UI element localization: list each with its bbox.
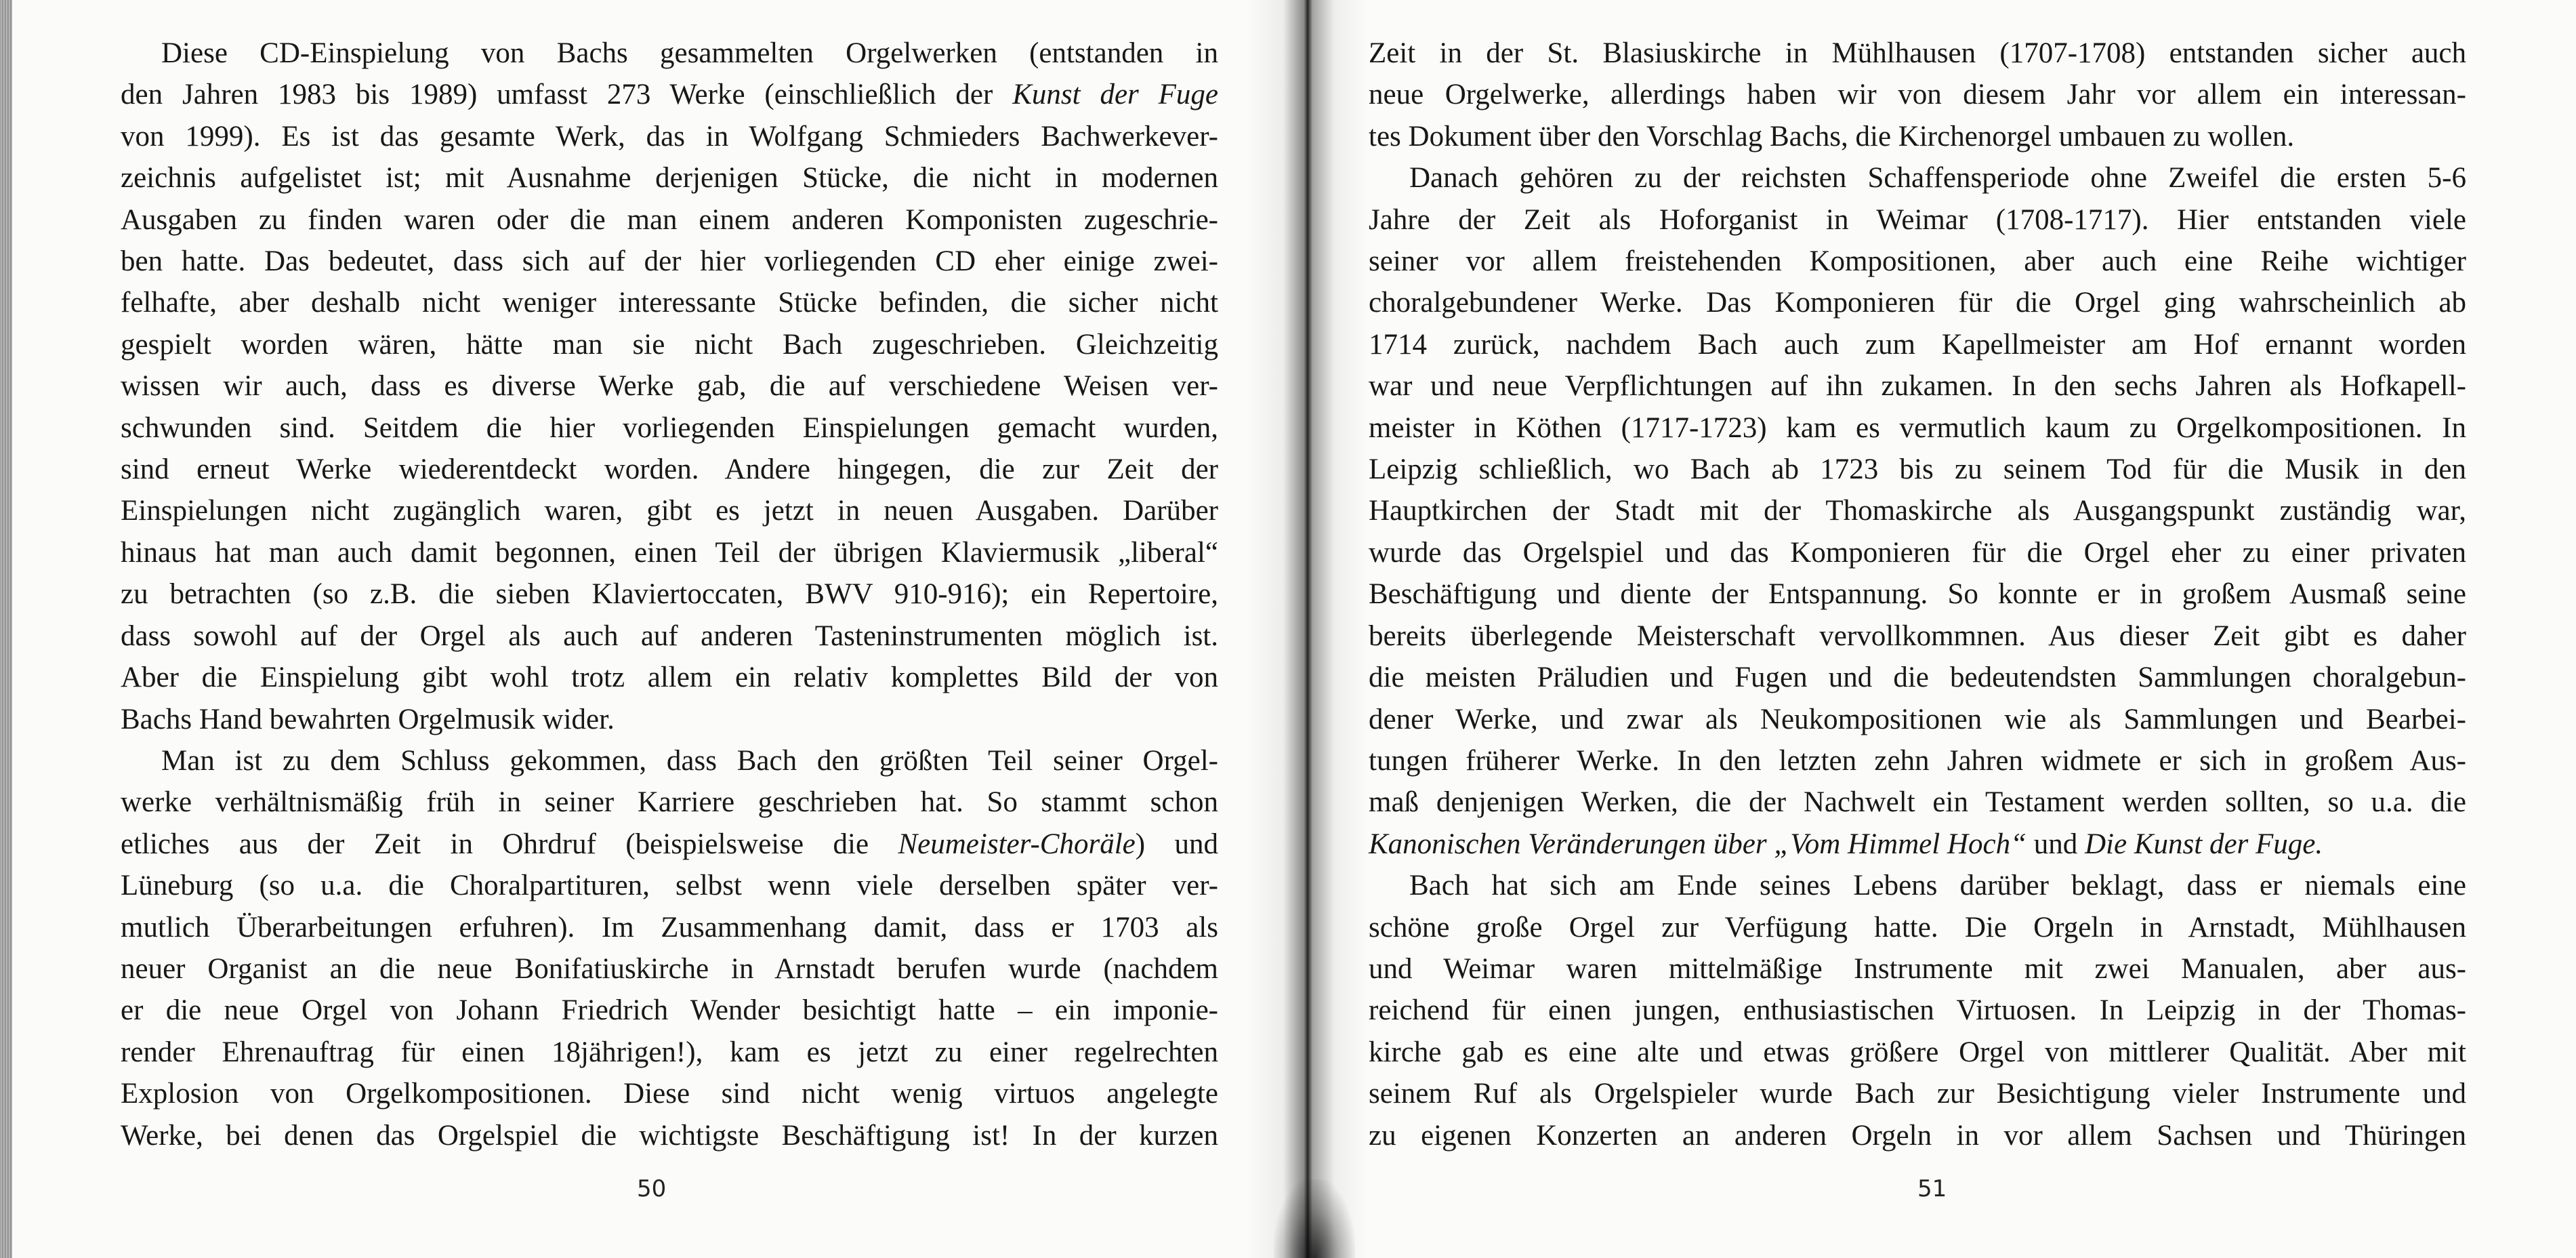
text-line: tungen früherer Werke. In den letzten zehn Jahren widmete er sich in großem Aus- bbox=[1369, 744, 2466, 777]
page-number: 50 bbox=[637, 1175, 667, 1202]
text-line: wissen wir auch, dass es diverse Werke gab, die auf verschiedene Weisen ver- bbox=[121, 370, 1218, 403]
right-page bbox=[1369, 33, 2466, 1156]
text-line: Kanonischen Veränderungen über „Vom Himmel Hoch“ und Die Kunst der Fuge. bbox=[1369, 828, 2323, 860]
text-line: hinaus hat man auch damit begonnen, einen Teil der übrigen Klaviermusik „liberal“ bbox=[121, 536, 1218, 569]
italic-title: Kunst der Fuge bbox=[1012, 79, 1218, 111]
text-line: seiner vor allem freistehenden Kompositionen, aber auch eine Reihe wichtiger bbox=[1369, 245, 2466, 278]
paragraph bbox=[1369, 33, 2466, 157]
text-line: war und neue Verpflichtungen auf ihn zukamen. In den sechs Jahren als Hofkapell- bbox=[1369, 370, 2466, 403]
book-gutter bbox=[1247, 0, 1369, 1258]
text-line: felhafte, aber deshalb nicht weniger interessante Stücke befinden, die sicher nicht bbox=[121, 287, 1218, 319]
text-line: zu eigenen Konzerten an anderen Orgeln in vor allem Sachsen und Thüringen bbox=[1369, 1119, 2466, 1152]
text-line: und Weimar waren mittelmäßige Instrumente mit zwei Manualen, aber aus- bbox=[1369, 952, 2466, 985]
text-line: die meisten Präludien und Fugen und die bedeutendsten Sammlungen choralgebun- bbox=[1369, 662, 2466, 694]
paragraph bbox=[121, 740, 1218, 1156]
text-line: Bach hat sich am Ende seines Lebens darüber beklagt, dass er niemals eine bbox=[1409, 870, 2466, 902]
page-edge bbox=[0, 0, 12, 1258]
text-line: Jahre der Zeit als Hoforganist in Weimar (1708-1717). Hier entstanden viele bbox=[1369, 203, 2466, 236]
text-line: er die neue Orgel von Johann Friedrich Wender besichtigt hatte – ein imponie- bbox=[121, 994, 1218, 1027]
italic-title: Kanonischen Veränderungen über „Vom Himmel Hoch“ bbox=[1369, 828, 2027, 860]
text-line: Man ist zu dem Schluss gekommen, dass Bach den größten Teil seiner Orgel- bbox=[161, 744, 1218, 777]
text-line: render Ehrenauftrag für einen 18jährigen!), kam es jetzt zu einer regelrechten bbox=[121, 1036, 1218, 1068]
text-line: sind erneut Werke wiederentdeckt worden. Andere hingegen, die zur Zeit der bbox=[121, 453, 1218, 486]
text-line: meister in Köthen (1717-1723) kam es vermutlich kaum zu Orgelkompositionen. In bbox=[1369, 411, 2466, 444]
text-line: gespielt worden wären, hätte man sie nicht Bach zugeschrieben. Gleichzeitig bbox=[121, 328, 1218, 361]
text-line: Zeit in der St. Blasiuskirche in Mühlhausen (1707-1708) entstanden sicher auch bbox=[1369, 37, 2466, 69]
left-page bbox=[121, 33, 1218, 1156]
text-line: bereits überlegende Meisterschaft vervollkommnen. Aus dieser Zeit gibt es daher bbox=[1369, 620, 2466, 652]
text-line: dener Werke, und zwar als Neukompositionen wie als Sammlungen und Bearbei- bbox=[1369, 703, 2466, 735]
text-line: Diese CD-Einspielung von Bachs gesammelten Orgelwerken (entstanden in bbox=[161, 37, 1218, 69]
text-line: neuer Organist an die neue Bonifatiuskirche in Arnstadt berufen wurde (nachdem bbox=[121, 952, 1218, 985]
italic-title: Die Kunst der Fuge. bbox=[2085, 828, 2323, 860]
paragraph bbox=[1369, 865, 2466, 1156]
text-line: neue Orgelwerke, allerdings haben wir von diesem Jahr vor allem ein interessan- bbox=[1369, 79, 2466, 111]
text-line: dass sowohl auf der Orgel als auch auf anderen Tasteninstrumenten möglich ist. bbox=[121, 620, 1218, 652]
text-line: choralgebundener Werke. Das Komponieren für die Orgel ging wahrscheinlich ab bbox=[1369, 287, 2466, 319]
italic-title: Neumeister-Choräle bbox=[898, 828, 1136, 860]
text-line: Danach gehören zu der reichsten Schaffensperiode ohne Zweifel die ersten 5-6 bbox=[1409, 162, 2466, 195]
text-line: schöne große Orgel zur Verfügung hatte. Die Orgeln in Arnstadt, Mühlhausen bbox=[1369, 911, 2466, 944]
text-line: reichend für einen jungen, enthusiastischen Virtuosen. In Leipzig in der Thomas- bbox=[1369, 994, 2466, 1027]
text-line: Hauptkirchen der Stadt mit der Thomaskirche als Ausgangspunkt zuständig war, bbox=[1369, 495, 2466, 527]
paragraph bbox=[121, 33, 1218, 740]
paragraph bbox=[1369, 157, 2466, 865]
text-line: schwunden sind. Seitdem die hier vorliegenden Einspielungen gemacht wurden, bbox=[121, 411, 1218, 444]
text-line: Explosion von Orgelkompositionen. Diese sind nicht wenig virtuos angelegte bbox=[121, 1078, 1218, 1110]
text-line: etliches aus der Zeit in Ohrdruf (beispielsweise die Neumeister-Choräle) und bbox=[121, 828, 1218, 860]
text-line: ben hatte. Das bedeutet, dass sich auf der hier vorliegenden CD eher einige zwei- bbox=[121, 245, 1218, 278]
text-line: zeichnis aufgelistet ist; mit Ausnahme derjenigen Stücke, die nicht in modernen bbox=[121, 162, 1218, 195]
text-line: Aber die Einspielung gibt wohl trotz allem ein relativ komplettes Bild der von bbox=[121, 662, 1218, 694]
text-line: Lüneburg (so u.a. die Choralpartituren, selbst wenn viele derselben später ver- bbox=[121, 870, 1218, 902]
book-gutter-shadow bbox=[1274, 1179, 1355, 1258]
text-line: zu betrachten (so z.B. die sieben Klaviertoccaten, BWV 910-916); ein Repertoire, bbox=[121, 578, 1218, 611]
text-line: wurde das Orgelspiel und das Komponieren für die Orgel eher zu einer privaten bbox=[1369, 536, 2466, 569]
text-line: werke verhältnismäßig früh in seiner Karriere geschrieben hat. So stammt schon bbox=[121, 786, 1218, 819]
text-line: Einspielungen nicht zugänglich waren, gibt es jetzt in neuen Ausgaben. Darüber bbox=[121, 495, 1218, 527]
text-line: den Jahren 1983 bis 1989) umfasst 273 Werke (einschließlich der Kunst der Fuge bbox=[121, 79, 1218, 111]
text-line: Leipzig schließlich, wo Bach ab 1723 bis zu seinem Tod für die Musik in den bbox=[1369, 453, 2466, 486]
text-line: kirche gab es eine alte und etwas größere Orgel von mittlerer Qualität. Aber mit bbox=[1369, 1036, 2466, 1068]
text-line: seinem Ruf als Orgelspieler wurde Bach zur Besichtigung vieler Instrumente und bbox=[1369, 1078, 2466, 1110]
page-number: 51 bbox=[1917, 1175, 1947, 1202]
text-line: Werke, bei denen das Orgelspiel die wichtigste Beschäftigung ist! In der kurzen bbox=[121, 1119, 1218, 1152]
text-line: Beschäftigung und diente der Entspannung. So konnte er in großem Ausmaß seine bbox=[1369, 578, 2466, 611]
text-line: tes Dokument über den Vorschlag Bachs, die Kirchenorgel umbauen zu wollen. bbox=[1369, 120, 2295, 153]
text-line: Bachs Hand bewahrten Orgelmusik wider. bbox=[121, 703, 615, 735]
text-line: maß denjenigen Werken, die der Nachwelt ein Testament werden sollten, so u.a. die bbox=[1369, 786, 2466, 819]
text-line: von 1999). Es ist das gesamte Werk, das in Wolfgang Schmieders Bachwerkever- bbox=[121, 120, 1218, 153]
text-line: 1714 zurück, nachdem Bach auch zum Kapellmeister am Hof ernannt worden bbox=[1369, 328, 2466, 361]
text-line: mutlich Überarbeitungen erfuhren). Im Zusammenhang damit, dass er 1703 als bbox=[121, 911, 1218, 944]
text-line: Ausgaben zu finden waren oder die man einem anderen Komponisten zugeschrie- bbox=[121, 203, 1218, 236]
